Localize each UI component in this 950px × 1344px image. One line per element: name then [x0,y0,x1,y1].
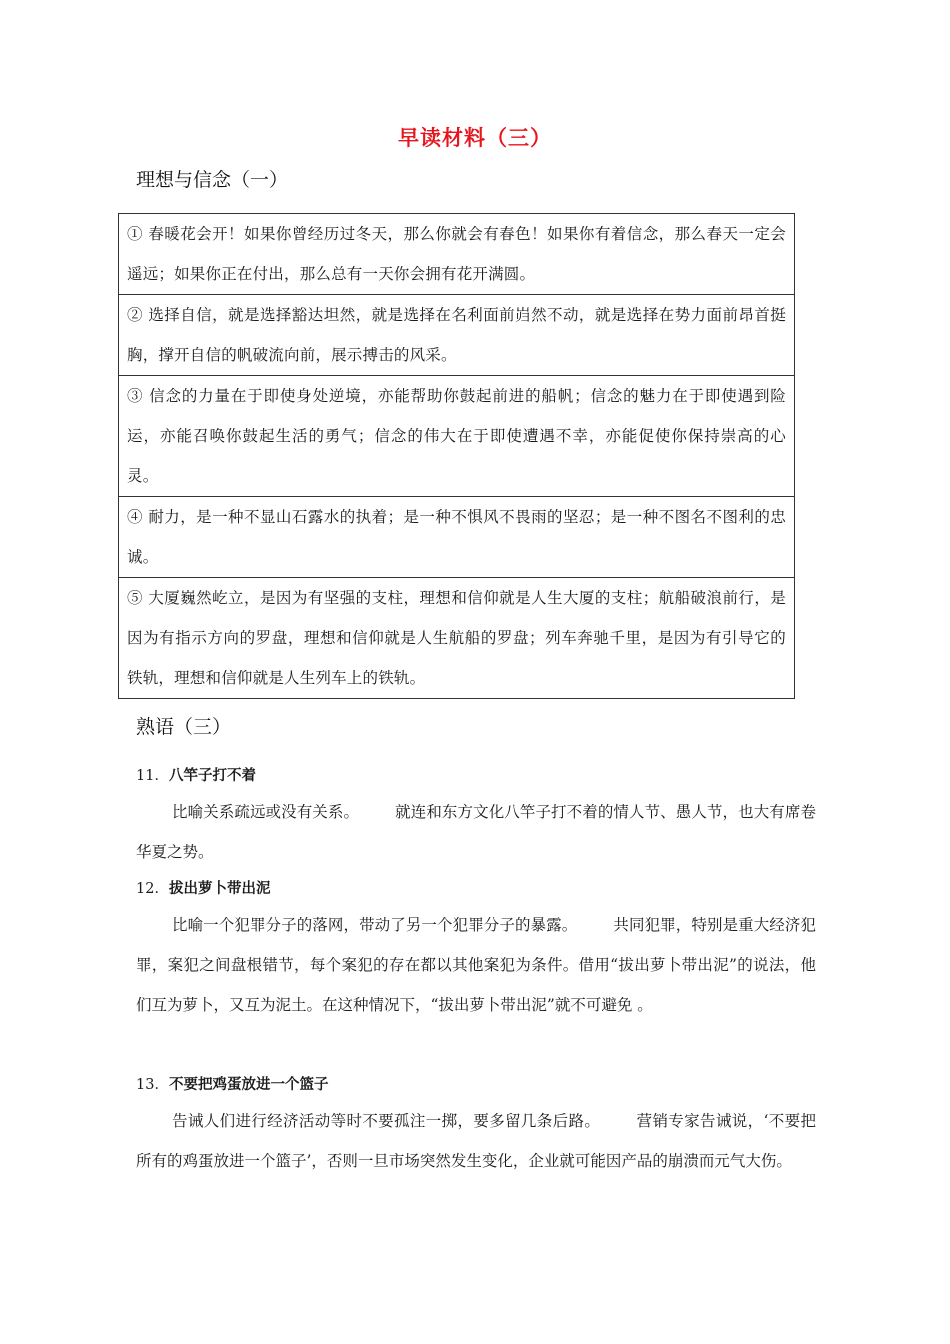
idiom-term: 不要把鸡蛋放进一个篮子 [168,1077,329,1093]
page-title: 早读材料（三） [398,126,552,150]
idiom-meaning: 告诫人们进行经济活动等时不要孤注一掷，要多留几条后路。 [172,1112,601,1130]
idiom-example: 营销专家告诫说，‘不要把所有的鸡蛋放进一个篮子’，否则一旦市场突然发生变化，企业就可能因产品的崩溃而元气大伤。 [136,1112,816,1170]
idiom-meaning: 比喻关系疏远或没有关系。 [172,803,360,821]
idiom-explanation [136,1101,816,1181]
idiom-title [136,766,816,786]
idiom-explanation [136,792,816,872]
idiom-example: 共同犯罪，特别是重大经济犯罪，案犯之间盘根错节，每个案犯的存在都以其他案犯为条件。借用“拔出萝卜带出泥”的说法，他们互为萝卜，又互为泥土。在这种情况下，“拔出萝卜带出泥”就不可避免 。 [136,916,816,1014]
section-heading-idioms: 熟语（三） [136,716,232,738]
section-heading-ideals: 理想与信念（一） [136,169,289,191]
quote-cell: ② 选择自信，就是选择豁达坦然，就是选择在名利面前岿然不动，就是选择在势力面前昂首挺胸，撑开自信的帆破流向前，展示搏击的风采。 [119,295,794,376]
idiom-example: 就连和东方文化八竿子打不着的情人节、愚人节，也大有席卷华夏之势。 [136,803,816,861]
idiom-entry-13 [136,1075,816,1181]
idiom-number: 11． [136,768,169,784]
idiom-number: 12． [136,881,169,897]
idiom-term: 八竿子打不着 [168,768,256,784]
idiom-meaning: 比喻一个犯罪分子的落网，带动了另一个犯罪分子的暴露。 [172,916,578,934]
quote-cell: ⑤ 大厦巍然屹立，是因为有坚强的支柱，理想和信仰就是人生大厦的支柱；航船破浪前行，是因为有指示方向的罗盘，理想和信仰就是人生航船的罗盘；列车奔驰千里，是因为有引导它的铁轨，理想和信仰就是人生列车上的铁轨。 [127,589,786,687]
quote-cell: ① 春暖花会开！如果你曾经历过冬天，那么你就会有春色！如果你有着信念，那么春天一定会遥远；如果你正在付出，那么总有一天你会拥有花开满圆。 [119,214,794,295]
idiom-explanation [136,905,816,1025]
idiom-entry-11 [136,766,816,872]
idiom-title [136,1075,816,1095]
quote-cell: ③ 信念的力量在于即使身处逆境，亦能帮助你鼓起前进的船帆；信念的魅力在于即使遇到险运，亦能召唤你鼓起生活的勇气；信念的伟大在于即使遭遇不幸，亦能促使你保持崇高的心灵。 [119,376,794,497]
quotes-table [118,213,795,699]
idiom-entry-12 [136,879,816,1025]
idiom-term: 拔出萝卜带出泥 [168,881,271,897]
idiom-number: 13． [136,1077,169,1093]
idiom-title [136,879,816,899]
quote-cell: ④ 耐力，是一种不显山石露水的执着；是一种不惧风不畏雨的坚忍；是一种不图名不图利的忠诚。 [119,497,794,578]
